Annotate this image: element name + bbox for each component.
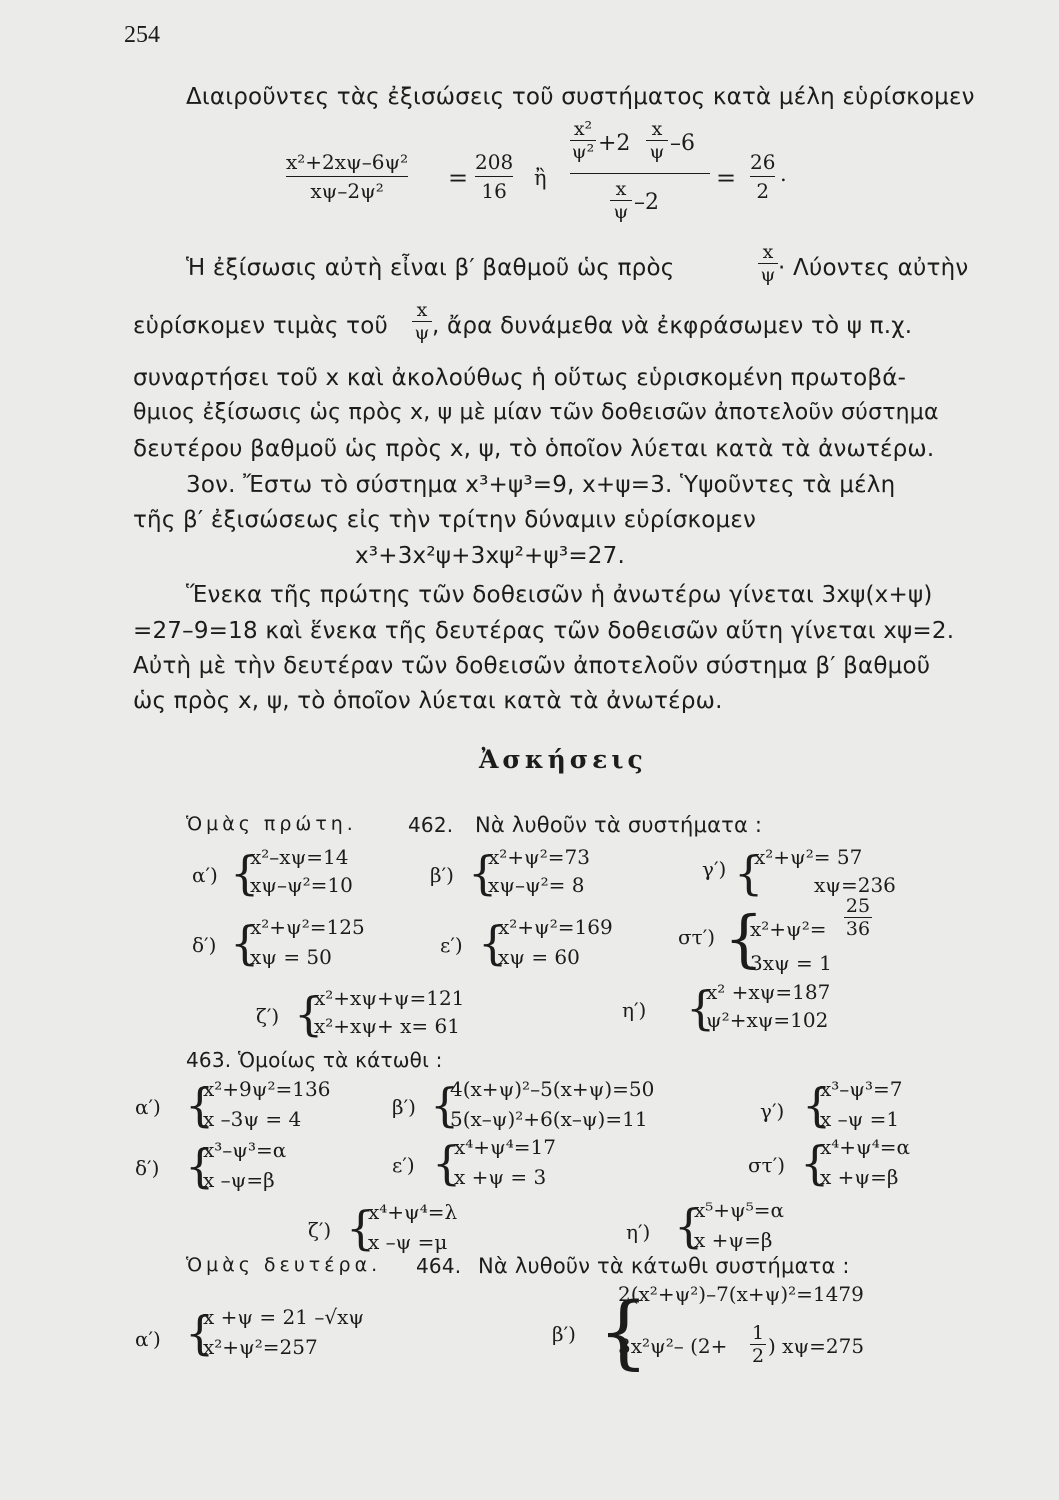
equation: x²+ψ²= xyxy=(750,917,827,941)
equation: xψ–ψ²=10 xyxy=(250,873,353,897)
group1-number: 462. xyxy=(408,813,454,837)
eq1-psi-bottom: ψ xyxy=(613,201,629,223)
system-463-e xyxy=(392,1135,632,1195)
para2-line1: 3ον. Ἔστω τὸ σύστημα x³+ψ³=9, x+ψ=3. Ὑψοῦντες τὰ μέλη xyxy=(186,472,896,498)
brace: { xyxy=(674,1199,704,1253)
eq1-psi2: ψ² xyxy=(571,141,595,163)
eq1-x-bottom: x xyxy=(615,178,627,200)
eq1-lhs-fraction xyxy=(286,150,408,203)
system-label: ζ′) xyxy=(256,1004,280,1028)
para1-line3: συναρτήσει τοῦ x καὶ ἀκολούθως ἡ οὕτως εὑρισκομένη πρωτοβά- xyxy=(133,365,907,391)
eq1-rhs-num: 208 xyxy=(475,150,514,174)
equation: x +ψ = 3 xyxy=(454,1165,547,1189)
fraction-den: 2 xyxy=(751,1345,765,1367)
group463-number: 463. xyxy=(186,1048,232,1072)
eq1-x-over-psi-den xyxy=(610,178,632,223)
equation: x⁵+ψ⁵=α xyxy=(694,1198,785,1222)
system-463-f xyxy=(748,1135,968,1195)
brace: { xyxy=(800,1136,830,1190)
brace: { xyxy=(478,916,508,970)
equation: x²+ψ²= 57 xyxy=(754,845,863,869)
equation: x²+ψ²=125 xyxy=(250,915,365,939)
intro-line: Διαιροῦντες τὰς ἐξισώσεις τοῦ συστήματος κατὰ μέλη εὑρίσκομεν xyxy=(186,84,975,110)
para1-frac2-num: x xyxy=(416,299,428,321)
equation: x +ψ=β xyxy=(694,1228,773,1252)
equation: 2(x²+ψ²)–7(x+ψ)²=1479 xyxy=(618,1282,864,1306)
equation: x²+ψ²=73 xyxy=(488,845,590,869)
equation: x –3ψ = 4 xyxy=(203,1107,302,1131)
brace: { xyxy=(432,1136,462,1190)
group2-label: Ὁμὰς δευτέρα. xyxy=(186,1254,382,1276)
group1-label: Ὁμὰς πρώτη. xyxy=(186,813,357,835)
equation: xψ = 50 xyxy=(250,945,332,969)
eq1-psi-top: ψ xyxy=(649,141,665,163)
para1-line5: δευτέρου βαθμοῦ ὡς πρὸς x, ψ, τὸ ὁποῖον λύεται κατὰ τὰ ἀνωτέρω. xyxy=(133,436,935,462)
group2-text: Νὰ λυθοῦν τὰ κάτωθι συστήματα : xyxy=(478,1254,850,1278)
system-label: γ′) xyxy=(702,857,727,881)
para2-line5: Αὐτὴ μὲ τὴν δευτέραν τῶν δοθεισῶν ἀποτελοῦν σύστημα β′ βαθμοῦ xyxy=(133,653,931,679)
eq1-numerator: x²+2xψ–6ψ² xyxy=(286,150,409,174)
system-462-h xyxy=(622,980,882,1040)
equation: ψ²+xψ=102 xyxy=(706,1008,829,1032)
group2-number: 464. xyxy=(416,1254,462,1278)
equation: xψ=236 xyxy=(814,873,896,897)
equation: x +ψ = 21 –√xψ xyxy=(203,1305,365,1329)
system-label: ε′) xyxy=(440,933,463,957)
eq1-x2-over-psi2 xyxy=(570,118,596,163)
system-463-a xyxy=(135,1077,375,1137)
brace: { xyxy=(185,1139,215,1193)
fraction-one-half xyxy=(750,1322,766,1367)
brace: { xyxy=(734,846,764,900)
system-label: στ′) xyxy=(748,1153,786,1177)
para1-line1b: · Λύοντες αὐτὴν xyxy=(778,255,969,281)
system-462-e xyxy=(440,915,660,975)
para1-line2b: , ἄρα δυνάμεθα νὰ ἐκφράσωμεν τὸ ψ π.χ. xyxy=(432,313,913,339)
equation: 3xψ = 1 xyxy=(750,951,832,975)
fraction-25-36 xyxy=(844,895,872,940)
eq1-result-fraction xyxy=(750,150,775,203)
system-label: γ′) xyxy=(760,1099,785,1123)
brace: { xyxy=(686,981,716,1035)
system-label: β′) xyxy=(430,863,454,887)
eq1-x2: x² xyxy=(573,118,593,140)
eq1-rhs-den: 16 xyxy=(481,179,507,203)
system-label: α′) xyxy=(192,863,218,887)
equation: x –ψ =1 xyxy=(820,1107,900,1131)
system-label: ε′) xyxy=(392,1153,415,1177)
fraction-num: 25 xyxy=(845,895,871,917)
system-label: β′) xyxy=(392,1095,416,1119)
para1-frac1-den: ψ xyxy=(760,264,776,286)
eq1-compound-fraction xyxy=(570,118,720,230)
eq1-x-top: x xyxy=(651,118,663,140)
group1-text: Νὰ λυθοῦν τὰ συστήματα : xyxy=(475,813,763,837)
eq1-equals-2: = xyxy=(716,164,737,192)
equation: x³–ψ³=7 xyxy=(820,1077,903,1101)
equation: x⁴+ψ⁴=α xyxy=(820,1135,911,1159)
equation: x –ψ=β xyxy=(203,1168,275,1192)
system-463-h xyxy=(626,1198,866,1258)
equation: xψ–ψ²= 8 xyxy=(488,873,585,897)
system-464-b xyxy=(552,1282,912,1392)
system-463-g xyxy=(308,1200,548,1260)
system-label: δ′) xyxy=(135,1156,160,1180)
equation: 5(x–ψ)²+6(x–ψ)=11 xyxy=(450,1107,648,1131)
eq1-plus-two: +2 xyxy=(598,131,631,156)
eq1-minus-six: –6 xyxy=(670,131,695,156)
equation: x²+ψ²=169 xyxy=(498,915,613,939)
system-label: στ′) xyxy=(678,925,716,949)
equation: x –ψ =μ xyxy=(368,1230,448,1254)
system-label: η′) xyxy=(626,1220,651,1244)
equation: 3x²ψ²– (2+ xyxy=(618,1334,728,1358)
eq1-rhs-fraction xyxy=(475,150,513,203)
equation: x²+ψ²=257 xyxy=(203,1335,318,1359)
system-label: δ′) xyxy=(192,933,217,957)
group463-text: Ὁμοίως τὰ κάτωθι : xyxy=(238,1048,443,1072)
eq1-x-over-psi-num xyxy=(646,118,668,163)
fraction-den: 36 xyxy=(845,918,871,940)
para2-equation: x³+3x²ψ+3xψ²+ψ³=27. xyxy=(355,543,625,569)
system-464-a xyxy=(135,1305,455,1365)
system-462-a xyxy=(192,845,412,905)
para1-line1a: Ἡ ἐξίσωσις αὐτὴ εἶναι β′ βαθμοῦ ὡς πρὸς xyxy=(186,255,675,281)
system-463-d xyxy=(135,1138,375,1198)
system-463-b xyxy=(392,1077,732,1137)
eq1-result-den: 2 xyxy=(756,179,770,203)
equation: ) xψ=275 xyxy=(768,1334,865,1358)
eq1-result-num: 26 xyxy=(750,150,776,174)
brace: { xyxy=(802,1078,832,1132)
system-label: β′) xyxy=(552,1322,576,1346)
brace: { xyxy=(185,1078,215,1132)
para1-frac1-num: x xyxy=(762,241,774,263)
brace: { xyxy=(294,987,324,1041)
para1-line4: θμιος ἐξίσωσις ὡς πρὸς x, ψ μὲ μίαν τῶν δοθεισῶν ἀποτελοῦν σύστημα xyxy=(133,400,939,425)
para1-line2a: εὑρίσκομεν τιμὰς τοῦ xyxy=(133,313,389,339)
system-label: ζ′) xyxy=(308,1218,332,1242)
eq1-main-bar xyxy=(570,173,710,174)
brace: { xyxy=(724,902,764,975)
para2-line3: Ἕνεκα τῆς πρώτης τῶν δοθεισῶν ἡ ἀνωτέρω γίνεται 3xψ(x+ψ) xyxy=(186,582,933,608)
equation: x²–xψ=14 xyxy=(250,845,349,869)
exercises-heading: Ἀσκήσεις xyxy=(479,745,647,774)
page-number: 254 xyxy=(124,22,160,48)
system-462-g xyxy=(256,986,516,1046)
para2-line6: ὡς πρὸς x, ψ, τὸ ὁποῖον λύεται κατὰ τὰ ἀνωτέρω. xyxy=(133,688,723,714)
equation: x +ψ=β xyxy=(820,1165,899,1189)
equation: x² +xψ=187 xyxy=(706,980,831,1004)
equation: x²+xψ+ψ=121 xyxy=(314,986,465,1010)
brace: { xyxy=(468,846,498,900)
eq1-denominator: xψ–2ψ² xyxy=(310,179,384,203)
system-label: η′) xyxy=(622,998,647,1022)
system-label: α′) xyxy=(135,1095,161,1119)
para1-frac1 xyxy=(758,241,778,286)
equation: xψ = 60 xyxy=(498,945,580,969)
equation: x²+xψ+ x= 61 xyxy=(314,1014,460,1038)
equation: x²+9ψ²=136 xyxy=(203,1077,331,1101)
para1-frac2 xyxy=(412,299,432,344)
para1-frac2-den: ψ xyxy=(414,322,430,344)
equation: x⁴+ψ⁴=λ xyxy=(368,1200,458,1224)
equation: x⁴+ψ⁴=17 xyxy=(454,1135,556,1159)
brace: { xyxy=(185,1306,215,1360)
eq1-or: ἢ xyxy=(534,166,547,190)
fraction-num: 1 xyxy=(751,1322,765,1344)
equation: x³–ψ³=α xyxy=(203,1138,287,1162)
para2-line4: =27–9=18 καὶ ἕνεκα τῆς δευτέρας τῶν δοθεισῶν αὕτη γίνεται xψ=2. xyxy=(133,618,955,644)
system-label: α′) xyxy=(135,1327,161,1351)
brace: { xyxy=(598,1285,649,1378)
eq1-equals: = xyxy=(448,164,469,192)
eq1-end: . xyxy=(780,162,787,186)
para2-line2: τῆς β′ ἐξισώσεως εἰς τὴν τρίτην δύναμιν εὑρίσκομεν xyxy=(133,507,757,533)
brace: { xyxy=(346,1201,376,1255)
system-462-f xyxy=(678,895,918,985)
brace: { xyxy=(230,846,260,900)
brace: { xyxy=(230,916,260,970)
system-463-c xyxy=(760,1077,960,1137)
system-462-d xyxy=(192,915,412,975)
brace: { xyxy=(430,1078,460,1132)
system-462-b xyxy=(430,845,650,905)
equation: 4(x+ψ)²–5(x+ψ)=50 xyxy=(450,1077,655,1101)
eq1-minus-two: –2 xyxy=(634,190,659,215)
